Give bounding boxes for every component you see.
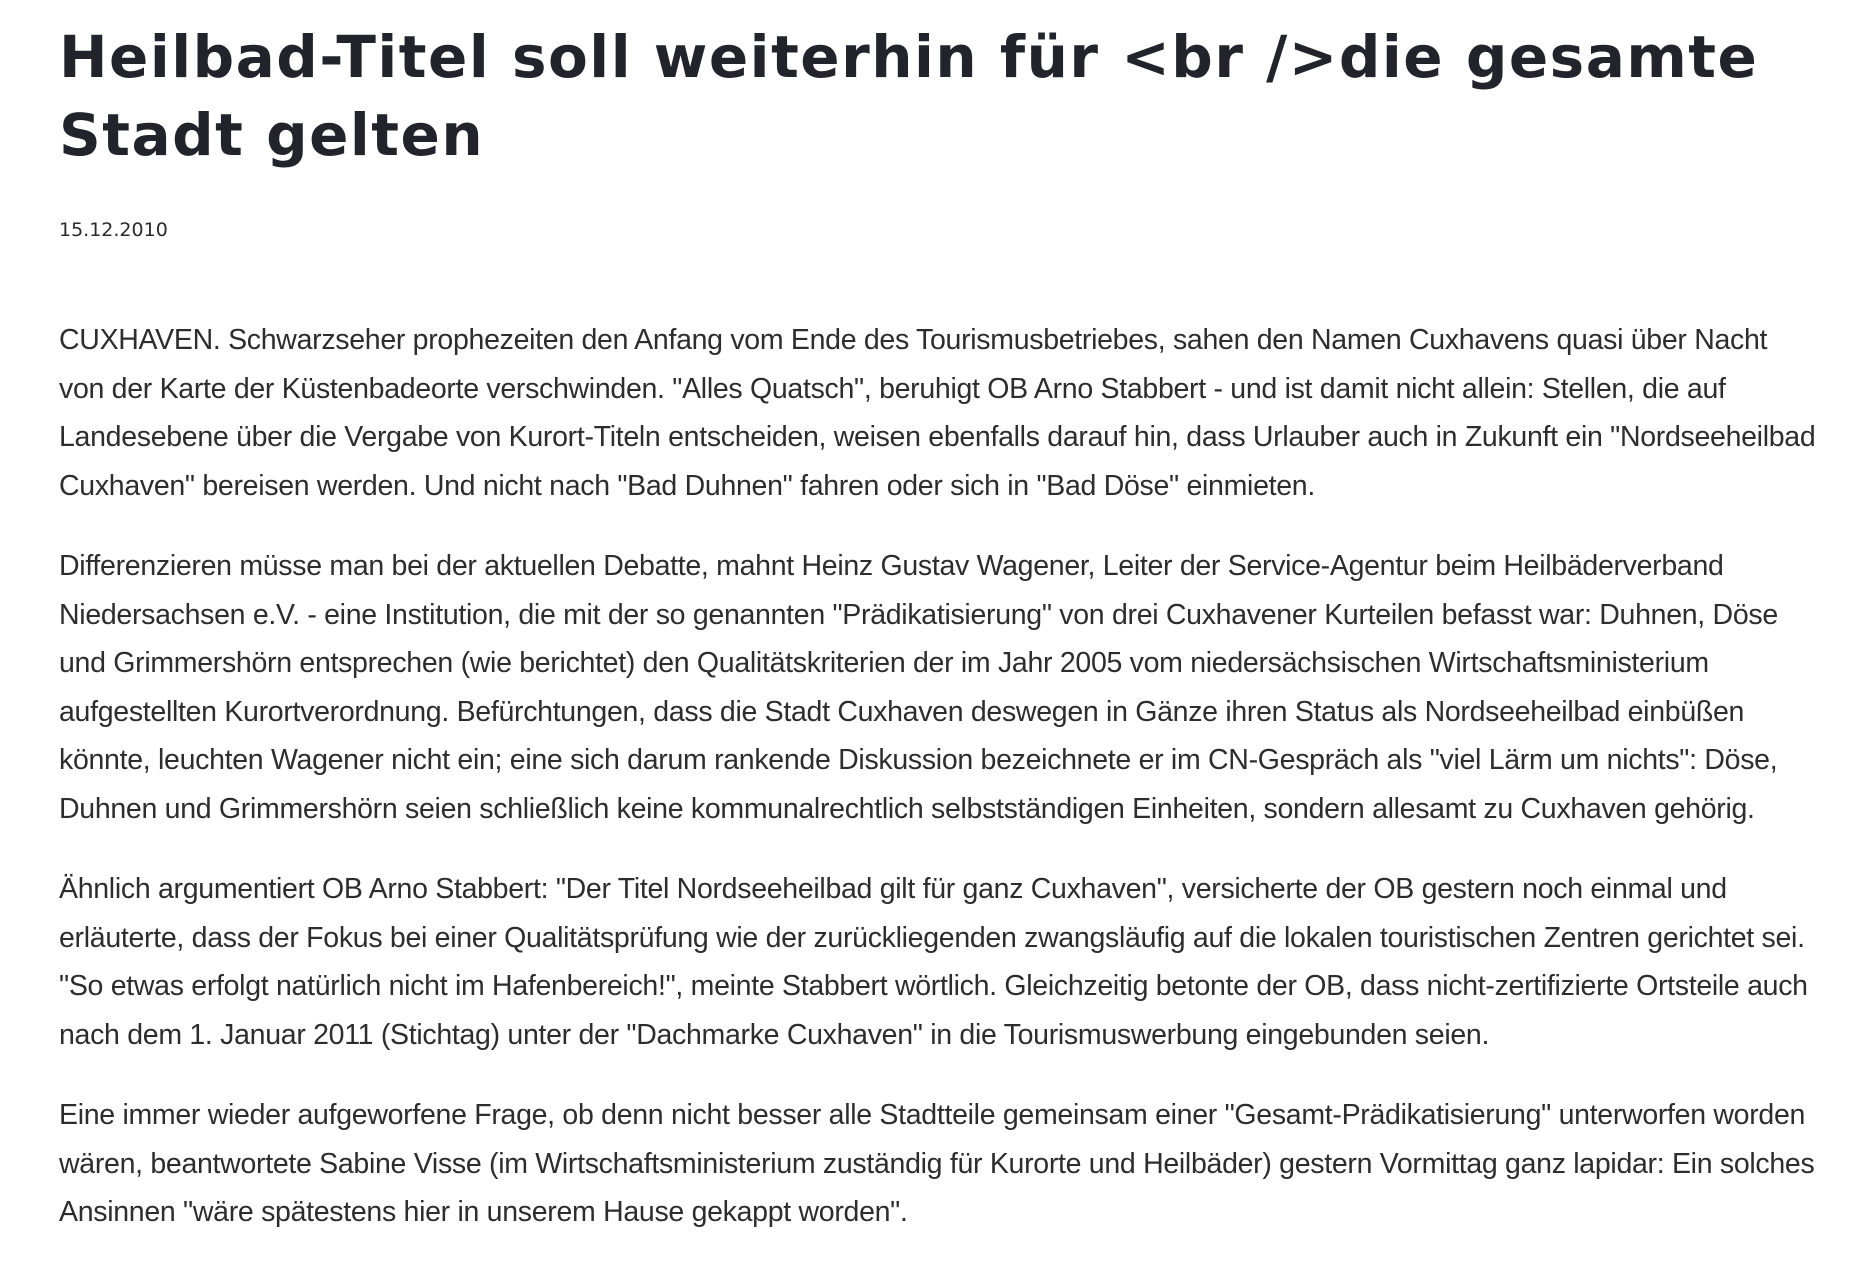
article-paragraph: Differenzieren müsse man bei der aktuellen Debatte, mahnt Heinz Gustav Wagener, Leiter der Service-Agentur beim Heilbäderverband Niedersachsen e.V. - eine Institution, die mit der so genannten "Prädikatisierung" von drei Cuxhavener Kurteilen befasst war: Duhnen, Döse und Grimmershörn entsprechen (wie berichtet) den Qualitätskriterien der im Jahr 2005 vom niedersächsischen Wirtschaftsministerium aufgestellten Kurortverordnung. Befürchtungen, dass die Stadt Cuxhaven deswegen in Gänze ihren Status als Nordseeheilbad einbüßen könnte, leuchten Wagener nicht ein; eine sich darum rankende Diskussion bezeichnete er im CN-Gespräch als "viel Lärm um nichts": Döse, Duhnen und Grimmershörn seien schließlich keine kommunalrechtlich selbstständigen Einheiten, sondern allesamt zu Cuxhaven gehörig.: [59, 550, 1778, 825]
article-date: 15.12.2010: [59, 219, 168, 241]
article-paragraph: CUXHAVEN. Schwarzseher prophezeiten den Anfang vom Ende des Tourismusbetriebes, sahen den Namen Cuxhavens quasi über Nacht von der Karte der Küstenbadeorte verschwinden. "Alles Quatsch", beruhigt OB Arno Stabbert - und ist damit nicht allein: Stellen, die auf Landesebene über die Vergabe von Kurort-Titeln entscheiden, weisen ebenfalls darauf hin, dass Urlauber auch in Zukunft ein "Nordseeheilbad Cuxhaven" bereisen werden. Und nicht nach "Bad Duhnen" fahren oder sich in "Bad Döse" einmieten.: [59, 324, 1816, 502]
article-body: [59, 316, 1819, 1237]
article-title: Heilbad-Titel soll weiterhin für <br />die gesamte Stadt gelten: [59, 23, 1759, 169]
article-paragraph: Eine immer wieder aufgeworfene Frage, ob denn nicht besser alle Stadtteile gemeinsam einer "Gesamt-Prädikatisierung" unterworfen worden wären, beantwortete Sabine Visse (im Wirtschaftsministerium zuständig für Kurorte und Heilbäder) gestern Vormittag ganz lapidar: Ein solches Ansinnen "wäre spätestens hier in unserem Hause gekappt worden".: [59, 1099, 1815, 1228]
article-paragraph: Ähnlich argumentiert OB Arno Stabbert: "Der Titel Nordseeheilbad gilt für ganz Cuxhaven", versicherte der OB gestern noch einmal und erläuterte, dass der Fokus bei einer Qualitätsprüfung wie der zurückliegenden zwangsläufig auf die lokalen touristischen Zentren gerichtet sei. "So etwas erfolgt natürlich nicht im Hafenbereich!", meinte Stabbert wörtlich. Gleichzeitig betonte der OB, dass nicht-zertifizierte Ortsteile auch nach dem 1. Januar 2011 (Stichtag) unter der "Dachmarke Cuxhaven" in die Tourismuswerbung eingebunden seien.: [59, 873, 1808, 1051]
article: [59, 18, 1819, 1269]
